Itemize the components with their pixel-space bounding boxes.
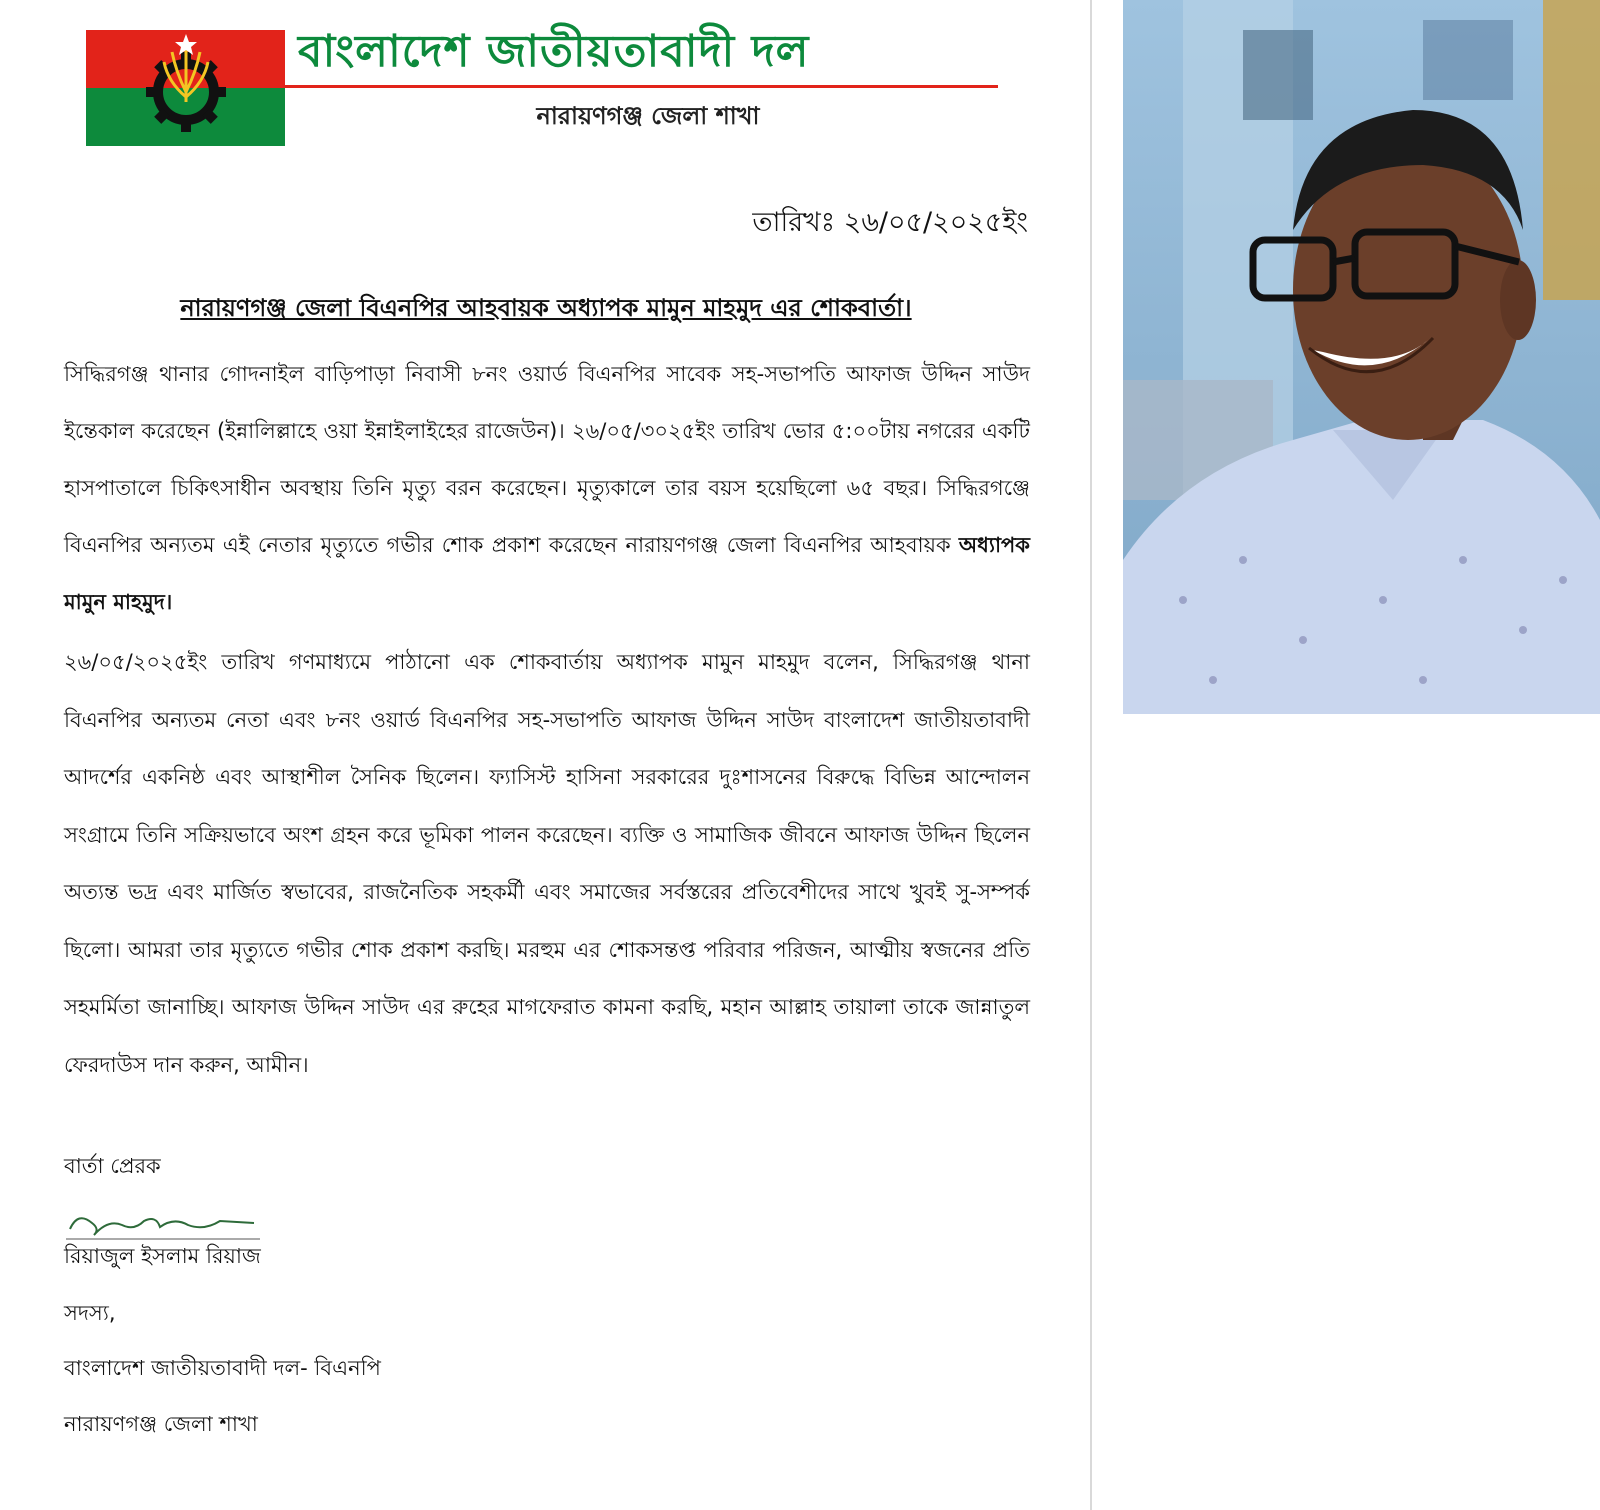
para1-text: সিদ্ধিরগঞ্জ থানার গোদনাইল বাড়িপাড়া নিবাসী ৮নং ওয়ার্ড বিএনপির সাবেক সহ-সভাপতি আফাজ উদ্দিন সাউদ ইন্তেকাল করেছেন (ইন্নালিল্লাহে ওয়া ইন্নাইলাইহের রাজেউন)। ২৬/০৫/৩০২৫ইং তারিখ ভোর ৫:০০টায় নগরের একটি হাসপাতালে চিকিৎসাধীন অবস্থায় তিনি মৃত্যু বরন করেছেন। মৃত্যুকালে তার বয়স হয়েছিলো ৬৫ বছর। সিদ্ধিরগঞ্জে বিএনপির অন্যতম এই নেতার মৃত্যুতে গভীর শোক প্রকাশ করেছেন নারায়ণগঞ্জ জেলা বিএনপির আহবায়ক [64, 362, 1030, 557]
flag-emblem-icon [86, 30, 285, 146]
party-flag-logo [86, 30, 285, 146]
branch-subtitle: নারায়ণগঞ্জ জেলা শাখা [536, 102, 760, 130]
letter-subject [62, 290, 1030, 330]
para1-bold-name: অধ্যাপক মামুন মাহমুদ। [64, 533, 1030, 614]
subject-text: নারায়ণগঞ্জ জেলা বিএনপির আহবায়ক অধ্যাপক মামুন মাহমুদ এর শোকবার্তা। [180, 294, 912, 322]
letter-date [752, 202, 1028, 247]
body-paragraph-2: ২৬/০৫/২০২৫ইং তারিখ গণমাধ্যমে পাঠানো এক শোকবার্তায় অধ্যাপক মামুন মাহমুদ বলেন, সিদ্ধিরগঞ্জ থানা বিএনপির অন্যতম নেতা এবং ৮নং ওয়ার্ড বিএনপির সহ-সভাপতি আফাজ উদ্দিন সাউদ বাংলাদেশ জাতীয়তাবাদী আদর্শের একনিষ্ঠ এবং আস্থাশীল সৈনিক ছিলেন। ফ্যাসিস্ট হাসিনা সরকারের দুঃশাসনের বিরুদ্ধে বিভিন্ন আন্দোলন সংগ্রামে তিনি সক্রিয়ভাবে অংশ গ্রহন করে ভূমিকা পালন করেছেন। ব্যক্তি ও সামাজিক জীবনে আফাজ উদ্দিন ছিলেন অত্যন্ত ভদ্র এবং মার্জিত স্বভাবের, রাজনৈতিক সহকর্মী এবং সমাজের সর্বস্তরের প্রতিবেশীদের সাথে খুবই সু-সম্পর্ক ছিলো। আমরা তার মৃত্যুতে গভীর শোক প্রকাশ করছি। মরহুম এর শোকসন্তপ্ত পরিবার পরিজন, আত্মীয় স্বজনের প্রতি সহমর্মিতা জানাচ্ছি। আফাজ উদ্দিন সাউদ এর রুহের মাগফেরাত কামনা করছি, মহান আল্লাহ তায়ালা তাকে জান্নাতুল ফেরদাউস দান করুন, আমীন। [64, 650, 1030, 1077]
portrait-photo [1123, 0, 1600, 714]
date-label: তারিখঃ [752, 207, 836, 238]
signature-icon [64, 1205, 264, 1245]
header-divider [285, 85, 998, 88]
party-name-title: বাংলাদেশ জাতীয়তাবাদী দল [298, 26, 810, 77]
signer-party: বাংলাদেশ জাতীয়তাবাদী দল- বিএনপি [64, 1356, 381, 1380]
date-value: ২৬/০৫/২০২৫ইং [843, 207, 1028, 238]
signer-name: রিয়াজুল ইসলাম রিয়াজ [64, 1244, 261, 1268]
body-paragraph-1 [64, 346, 1030, 631]
signer-branch: নারায়ণগঞ্জ জেলা শাখা [64, 1412, 258, 1436]
sender-label: বার্তা প্রেরক [64, 1154, 161, 1178]
portrait-image [1123, 0, 1600, 714]
signer-role: সদস্য, [64, 1301, 116, 1325]
